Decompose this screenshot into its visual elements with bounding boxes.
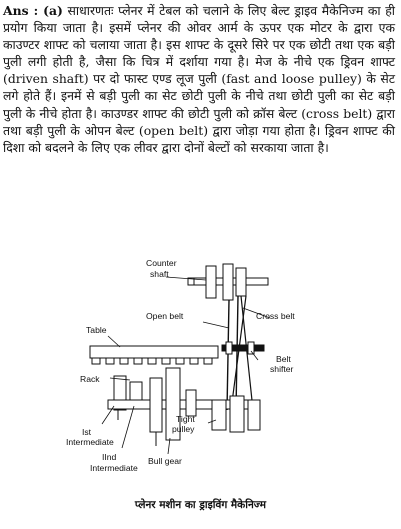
label-iind-intermediate-2: Intermediate <box>90 463 138 473</box>
belt-shifter <box>222 342 264 354</box>
table <box>90 346 218 364</box>
answer-prefix: Ans : (a) <box>3 3 63 18</box>
label-iind-intermediate-1: IInd <box>102 452 117 462</box>
label-belt-shifter-1: Belt <box>276 354 291 364</box>
label-counter-shaft-2: shaft <box>150 269 169 279</box>
label-ist-intermediate-2: Intermediate <box>66 437 114 447</box>
figure-caption: प्लेनर मशीन का ड्राइविंग मैकेनिज्म <box>134 499 267 511</box>
label-rack: Rack <box>80 374 100 384</box>
answer-text: साधारणतः प्लेनर में टेबल को चलाने के लिए बेल्ट ड्राइव मैकेनिज्म का ही प्रयोग किया जाता है। इसमें प्लेनर की ओवर आर्म के ऊपर एक मोटर के द्वारा एक काउण्टर शाफ्ट को चलाया जाता है। इस शाफ्ट के दूसरे सिरे पर एक छोटी तथा एक बड़ी पुली लगी होती है, जैसा कि चित्र में दर्शाया गया है। मेज के नीचे एक ड्रिवन शाफ्ट (driven shaft) पर दो फास्ट एण्ड लूज पुली (fast and loose pulley) के सेट लगे होते हैं। इनमें से बड़ी पुली का सेट छोटी पुली के नीचे तथा छोटी पुली का सेट बड़ी पुली के नीचे होता है। काउण्डर शाफ्ट की छोटी पुली को क्रॉस बेल्ट (cross belt) द्वारा तथा बड़ी पुली के ओपन बेल्ट (open belt) द्वारा जोड़ा गया होता है। ड्रिवन शाफ्ट की दिशा को बदलने के लिए एक लीवर द्वारा दोनों बेल्टों को सरकाया जाता है। <box>3 3 395 155</box>
label-cross-belt: Cross belt <box>256 311 295 321</box>
label-table: Table <box>86 325 107 335</box>
label-tight-pulley-1: Tight <box>176 414 195 424</box>
planer-drive-diagram <box>0 250 401 504</box>
label-bull-gear: Bull gear <box>148 456 182 466</box>
answer-paragraph <box>3 2 395 156</box>
counter-shaft <box>188 264 268 300</box>
label-tight-pulley-2: pulley <box>172 424 195 434</box>
label-belt-shifter-2: shifter <box>270 364 294 374</box>
label-open-belt: Open belt <box>146 311 184 321</box>
label-counter-shaft-1: Counter <box>146 258 177 268</box>
label-ist-intermediate-1: Ist <box>82 427 92 437</box>
